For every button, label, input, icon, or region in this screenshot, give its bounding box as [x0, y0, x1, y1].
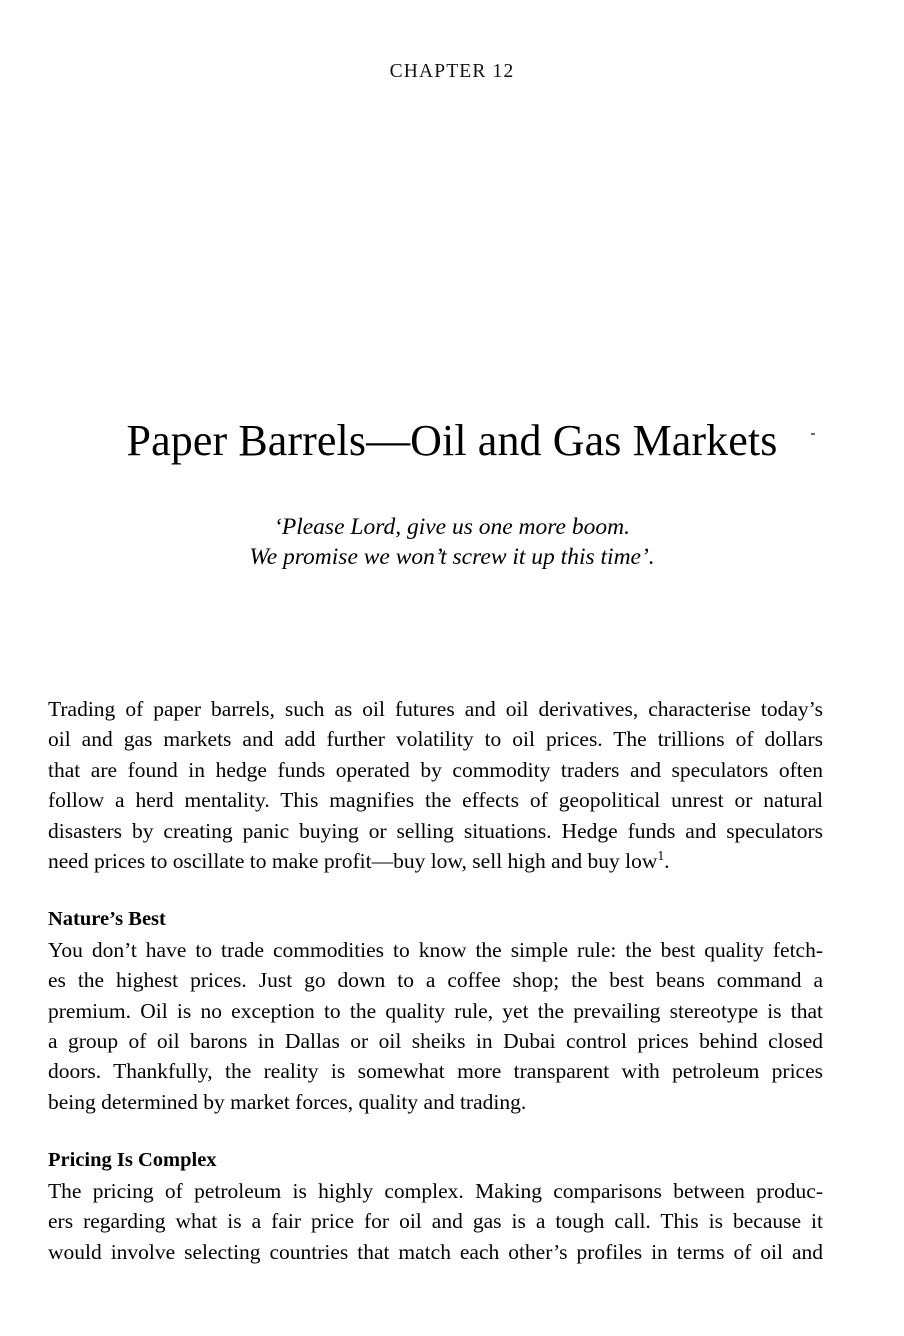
text-line: disasters by creating panic buying or selling situations. Hedge funds and speculators — [48, 818, 823, 843]
epigraph-line-2: We promise we won’t screw it up this time’. — [249, 544, 655, 570]
text-line — [48, 846, 823, 876]
text-line: being determined by market forces, quality and trading. — [48, 1089, 527, 1114]
footnote-marker: 1 — [657, 847, 665, 863]
text-line: a group of oil barons in Dallas or oil sheiks in Dubai control prices behind closed — [48, 1029, 823, 1054]
section-heading-natures-best: Nature’s Best — [48, 908, 166, 931]
section-paragraph-natures-best — [48, 935, 823, 1117]
text-line: es the highest prices. Just go down to a coffee shop; the best beans command a — [48, 968, 823, 993]
text-line-text: need prices to oscillate to make profit—buy low, sell high and buy low — [48, 849, 658, 874]
text-line: premium. Oil is no exception to the quality rule, yet the prevailing stereotype is that — [48, 998, 823, 1023]
scan-artifact-speck — [811, 433, 815, 435]
text-line: doors. Thankfully, the reality is somewhat more transparent with petroleum prices — [48, 1059, 823, 1084]
page-title: Paper Barrels—Oil and Gas Markets — [126, 416, 778, 466]
section-heading-pricing-is-complex: Pricing Is Complex — [48, 1149, 217, 1172]
text-line: oil and gas markets and add further volatility to oil prices. The trillions of dollars — [48, 727, 823, 752]
text-line: follow a herd mentality. This magnifies the effects of geopolitical unrest or natural — [48, 788, 823, 813]
text-line: Trading of paper barrels, such as oil futures and oil derivatives, characterise today’s — [48, 697, 823, 721]
text-line: You don’t have to trade commodities to know the simple rule: the best quality fetch- — [48, 937, 823, 962]
text-line: that are found in hedge funds operated by commodity traders and speculators often — [48, 757, 823, 782]
text-line-terminator: . — [664, 849, 670, 874]
section-paragraph-pricing-is-complex — [48, 1176, 823, 1267]
chapter-label: CHAPTER 12 — [389, 61, 515, 82]
epigraph-line-1: ‘Please Lord, give us one more boom. — [274, 514, 630, 540]
intro-paragraph — [48, 694, 823, 876]
text-line: ers regarding what is a fair price for oil and gas is a tough call. This is because it — [48, 1209, 823, 1234]
epigraph — [0, 512, 904, 572]
text-line: would involve selecting countries that match each other’s profiles in terms of oil and — [48, 1239, 823, 1264]
text-line: The pricing of petroleum is highly complex. Making comparisons between produc- — [48, 1178, 823, 1203]
body-column — [48, 694, 823, 1267]
